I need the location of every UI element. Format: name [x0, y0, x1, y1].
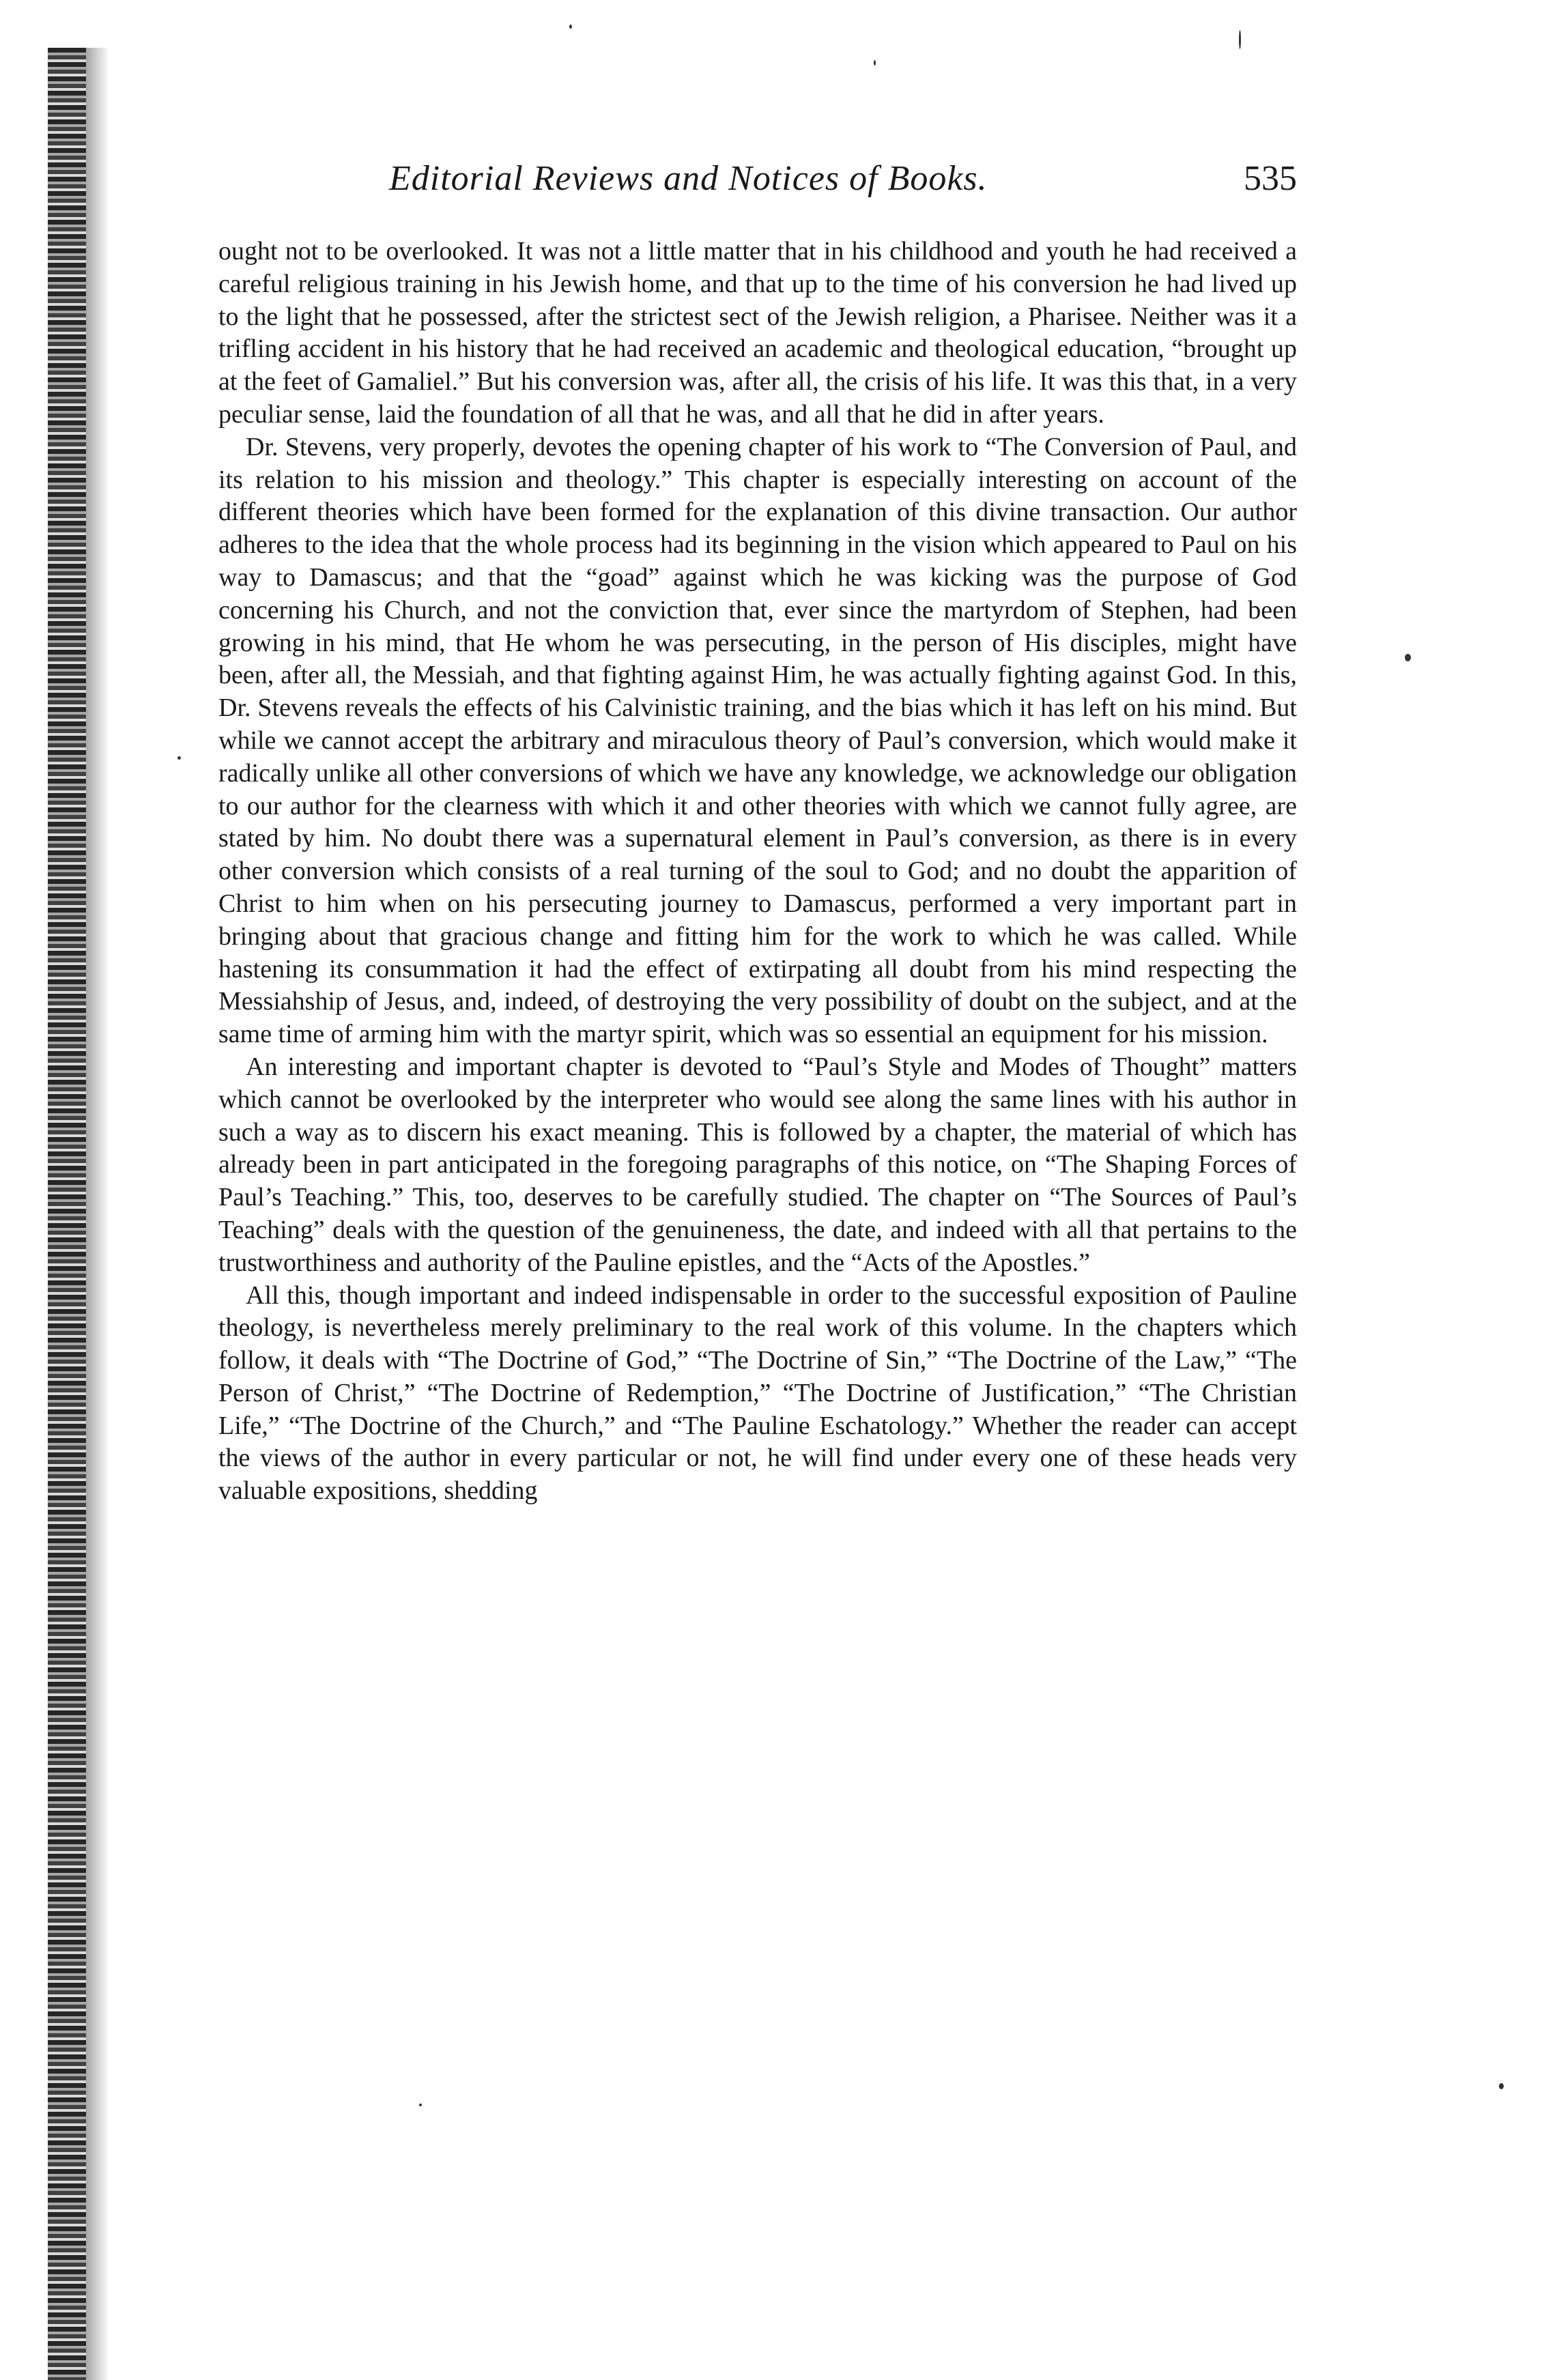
scan-speck	[177, 756, 181, 760]
scan-speck	[1499, 2083, 1504, 2089]
running-title: Editorial Reviews and Notices of Books.	[389, 159, 988, 198]
scan-speck	[569, 25, 572, 29]
binding-edge	[48, 48, 86, 2380]
scan-speck	[874, 60, 876, 66]
running-header	[218, 158, 1297, 206]
page-number: 535	[1244, 159, 1297, 198]
paragraph-style-and-modes: An interesting and important chapter is devoted to “Paul’s Style and Modes of Thought” matters which cannot be overlooked by the interpreter who would see along the same lines with his author in such a way as to discern his exact meaning. This is followed by a chapter, the material of which has already been in part anticipated in the foregoing paragraphs of this notice, on “The Shaping Forces of Paul’s Teaching.” This, too, deserves to be carefully studied. The chapter on “The Sources of Paul’s Teaching” deals with the question of the genuineness, the date, and indeed with all that pertains to the trustworthiness and authority of the Pauline epistles, and the “Acts of the Apostles.”	[218, 1052, 1297, 1277]
scan-speck	[419, 2104, 422, 2106]
scan-speck	[1405, 654, 1411, 661]
body-text	[218, 235, 1297, 1508]
paragraph-doctrines: All this, though important and indeed indispensable in order to the successful exposition of Pauline theology, is nevertheless merely preliminary to the real work of this volume. In the chapters which follow, it deals with “The Doctrine of God,” “The Doctrine of Sin,” “The Doctrine of the Law,” “The Person of Christ,” “The Doctrine of Redemption,” “The Doctrine of Justification,” “The Christian Life,” “The Doctrine of the Church,” and “The Pauline Eschatology.” Whether the reader can accept the views of the author in every particular or not, he will find under every one of these heads very valuable expositions, shedding	[218, 1280, 1297, 1506]
paragraph-continuation: ought not to be overlooked. It was not a little matter that in his childhood and youth he had received a careful religious training in his Jewish home, and that up to the time of his conversion he had lived up to the light that he possessed, after the strictest sect of the Jewish religion, a Pharisee. Neither was it a trifling accident in his history that he had received an academic and theological education, “brought up at the feet of Gamaliel.” But his conversion was, after all, the crisis of his life. It was this that, in a very peculiar sense, laid the foundation of all that he was, and all that he did in after years.	[218, 237, 1297, 429]
scan-speck	[1239, 30, 1241, 49]
paragraph-conversion-of-paul: Dr. Stevens, very properly, devotes the opening chapter of his work to “The Conversion of Paul, and its relation to his mission and theology.” This chapter is especially interesting on account of the different theories which have been formed for the explanation of this divine transaction. Our author adheres to the idea that the whole process had its beginning in the vision which appeared to Paul on his way to Damascus; and that the “goad” against which he was kicking was the purpose of God concerning his Church, and not the conviction that, ever since the martyrdom of Stephen, had been growing in his mind, that He whom he was persecuting, in the person of His disciples, might have been, after all, the Messiah, and that fighting against Him, he was actually fighting against God. In this, Dr. Stevens reveals the effects of his Calvinistic training, and the bias which it has left on his mind. But while we cannot accept the arbitrary and miraculous theory of Paul’s conversion, which would make it radically unlike all other conversions of which we have any knowledge, we acknowledge our obligation to our author for the clearness with which it and other theories with which we cannot fully agree, are stated by him. No doubt there was a supernatural element in Paul’s conversion, as there is in every other conversion which consists of a real turning of the soul to God; and no doubt the apparition of Christ to him when on his persecuting journey to Damascus, performed a very important part in bringing about that gracious change and fitting him for the work to which he was called. While hastening its consummation it had the effect of extirpating all doubt from his mind respecting the Messiahship of Jesus, and, indeed, of destroying the very possibility of doubt on the subject, and at the same time of arming him with the martyr spirit, which was so essential an equipment for his mission.	[218, 432, 1297, 1049]
